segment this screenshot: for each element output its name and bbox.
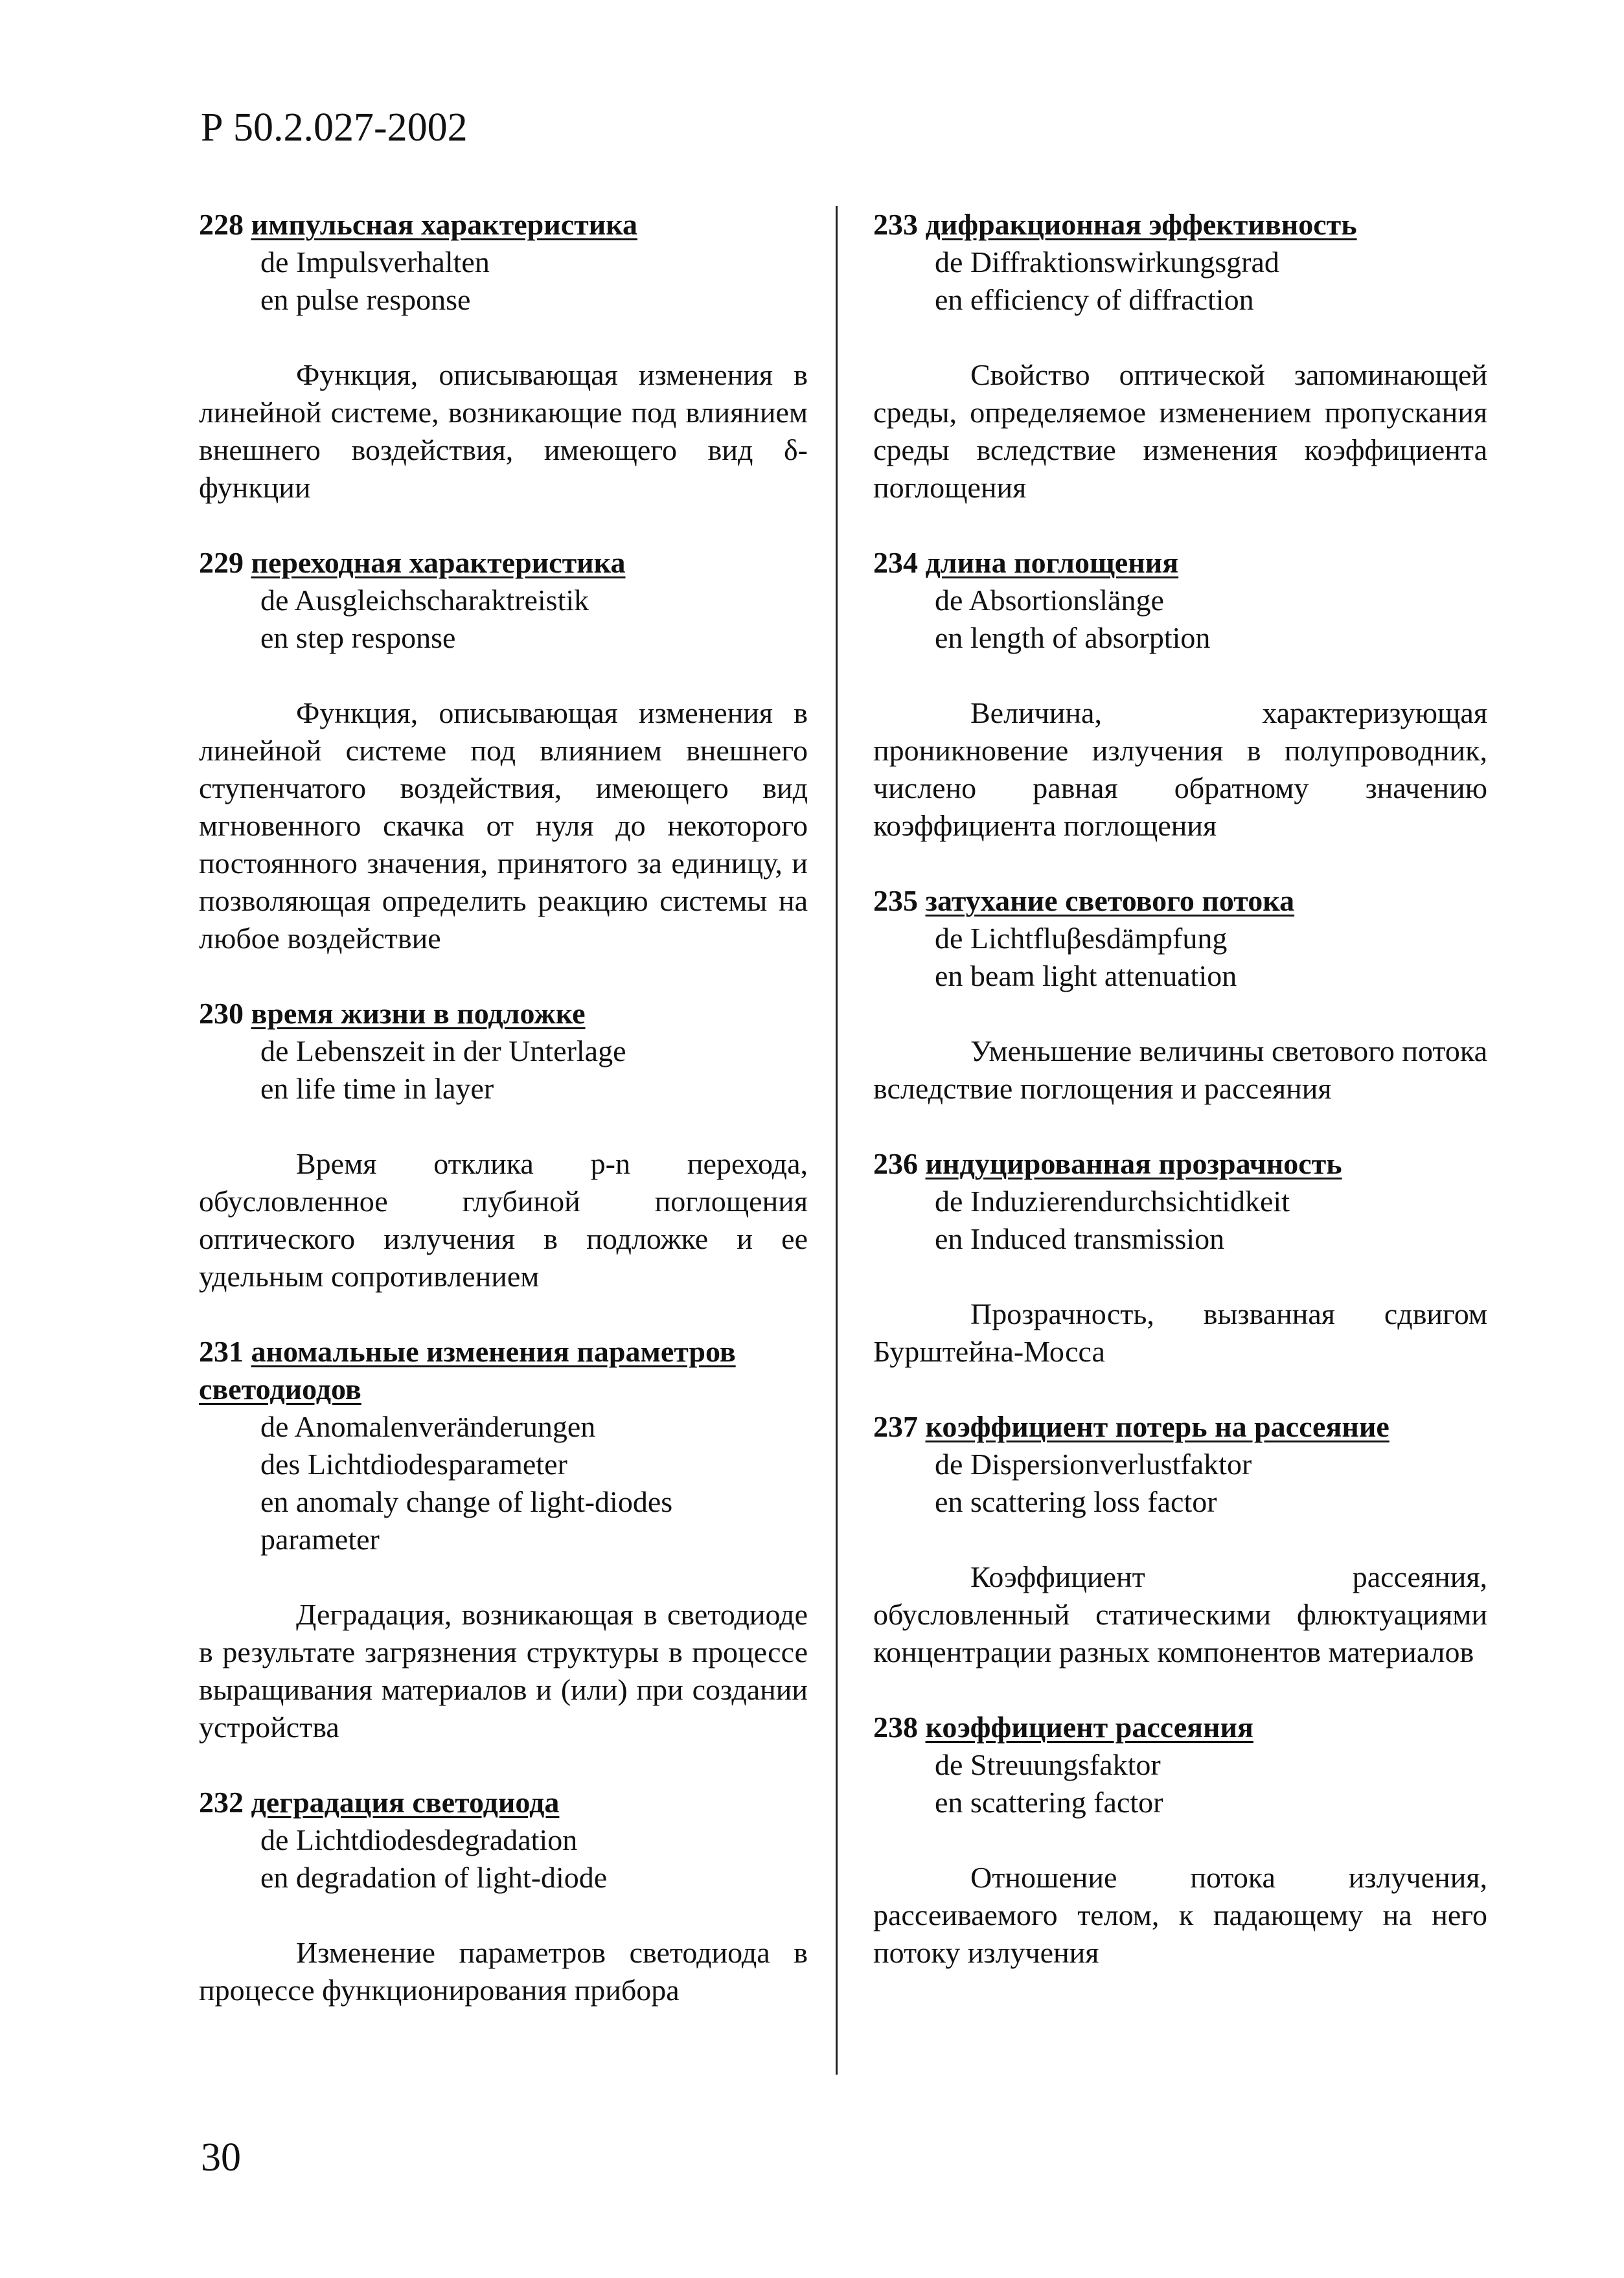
translation-de: de Induzierendurchsichtidkeit [935, 1185, 1290, 1218]
term-definition: Изменение параметров светодиода в процессе функционирования прибора [199, 1936, 808, 2007]
term-number: 232 [199, 1786, 244, 1819]
term-definition: Время отклика p-n перехода, обусловленное глубиной поглощения оптического излучения в подложке и ее удельным сопротивлением [199, 1147, 808, 1293]
term-title: импульсная характеристика [251, 208, 638, 241]
term-number: 238 [873, 1711, 918, 1744]
translation-en: en scattering loss factor [935, 1485, 1217, 1518]
term-definition: Деградация, возникающая в светодиоде в результате загрязнения структуры в процессе выращивания материалов и (или) при создании устройства [199, 1598, 808, 1744]
term-definition: Отношение потока излучения, рассеиваемого телом, к падающему на него потоку излучения [873, 1861, 1487, 1969]
term-heading [199, 206, 808, 244]
translation-en: en beam light attenuation [935, 959, 1237, 992]
translation-en: en length of absorption [935, 621, 1211, 654]
term-heading [873, 1709, 1487, 1746]
term-definition: Уменьшение величины светового потока вследствие поглощения и рассеяния [873, 1034, 1487, 1105]
translation-de: de Lebenszeit in der Unterlage [260, 1034, 626, 1067]
term-entry-231 [199, 1333, 808, 1746]
translation-en: en degradation of light-diode [260, 1861, 608, 1894]
translation-de: de Anomalenveränderungen [260, 1410, 596, 1443]
term-entry-236 [873, 1145, 1487, 1371]
document-code: Р 50.2.027-2002 [201, 106, 468, 150]
term-entry-233 [873, 206, 1487, 507]
translation-en: en anomaly change of light-diodes [260, 1485, 673, 1518]
term-heading [873, 206, 1487, 244]
term-title: коэффициент потерь на рассеяние [925, 1410, 1390, 1443]
translation-de: de Absortionslänge [935, 584, 1164, 617]
term-heading [873, 1408, 1487, 1446]
translation-en: en life time in layer [260, 1072, 494, 1105]
translation-en: en pulse response [260, 283, 471, 316]
term-title: длина поглощения [925, 546, 1179, 579]
term-number: 228 [199, 208, 244, 241]
term-number: 236 [873, 1147, 918, 1180]
translation-de: de Streuungsfaktor [935, 1748, 1161, 1781]
term-entry-229 [199, 544, 808, 957]
term-entry-237 [873, 1408, 1487, 1671]
term-title: дифракционная эффективность [925, 208, 1357, 241]
term-title: время жизни в подложке [251, 997, 586, 1030]
term-title: индуцированная прозрачность [925, 1147, 1342, 1180]
term-definition: Прозрачность, вызванная сдвигом Бурштейна-Мосса [873, 1297, 1487, 1368]
translation-en-continued: parameter [260, 1523, 380, 1556]
term-heading [873, 1145, 1487, 1183]
term-number: 233 [873, 208, 918, 241]
translation-en: en efficiency of diffraction [935, 283, 1254, 316]
term-heading [873, 544, 1487, 582]
term-entry-235 [873, 882, 1487, 1108]
term-definition: Величина, характеризующая проникновение излучения в полупроводник, числено равная обратному значению коэффициента поглощения [873, 696, 1487, 842]
right-column [873, 206, 1487, 1972]
left-column [199, 206, 808, 2009]
term-title: аномальные изменения параметров светодиодов [199, 1335, 736, 1406]
term-definition: Функция, описывающая изменения в линейной системе под влиянием внешнего ступенчатого воздействия, имеющего вид мгновенного скачка от нуля до некоторого постоянного значения, принятого за единицу, и позволяющая определить реакцию системы на любое воздействие [199, 696, 808, 955]
term-definition: Коэффициент рассеяния, обусловленный статическими флюктуациями концентрации разных компонентов материалов [873, 1560, 1487, 1669]
term-entry-230 [199, 995, 808, 1295]
translation-en: en Induced transmission [935, 1222, 1225, 1255]
term-number: 230 [199, 997, 244, 1030]
translation-de: de Impulsverhalten [260, 245, 490, 279]
term-title: затухание светового потока [925, 884, 1295, 917]
translation-de: de Ausgleichscharaktreistik [260, 584, 589, 617]
term-title: деградация светодиода [251, 1786, 560, 1819]
translation-de: de Dispersionverlustfaktor [935, 1448, 1252, 1481]
column-divider [836, 206, 838, 2075]
term-definition: Функция, описывающая изменения в линейной системе, возникающие под влиянием внешнего воздействия, имеющего вид δ-функции [199, 358, 808, 504]
term-number: 237 [873, 1410, 918, 1443]
translation-en: en scattering factor [935, 1786, 1163, 1819]
term-heading [873, 882, 1487, 920]
term-heading [199, 995, 808, 1032]
term-number: 235 [873, 884, 918, 917]
term-entry-238 [873, 1709, 1487, 1972]
translation-de: de Lichtdiodesdegradation [260, 1823, 578, 1856]
term-entry-228 [199, 206, 808, 507]
term-number: 229 [199, 546, 244, 579]
term-number: 231 [199, 1335, 244, 1368]
term-title: коэффициент рассеяния [925, 1711, 1253, 1744]
term-heading [199, 544, 808, 582]
term-heading [199, 1784, 808, 1821]
page-number: 30 [201, 2136, 241, 2180]
term-entry-232 [199, 1784, 808, 2009]
term-entry-234 [873, 544, 1487, 845]
translation-de: de Diffraktionswirkungsgrad [935, 245, 1279, 279]
term-title: переходная характеристика [251, 546, 626, 579]
translation-en: en step response [260, 621, 456, 654]
translation-de: de Lichtfluβesdämpfung [935, 922, 1228, 955]
translation-de-continued: des Lichtdiodesparameter [260, 1448, 567, 1481]
term-heading [199, 1333, 808, 1408]
term-definition: Свойство оптической запоминающей среды, определяемое изменением пропускания среды вследствие изменения коэффициента поглощения [873, 358, 1487, 504]
term-number: 234 [873, 546, 918, 579]
